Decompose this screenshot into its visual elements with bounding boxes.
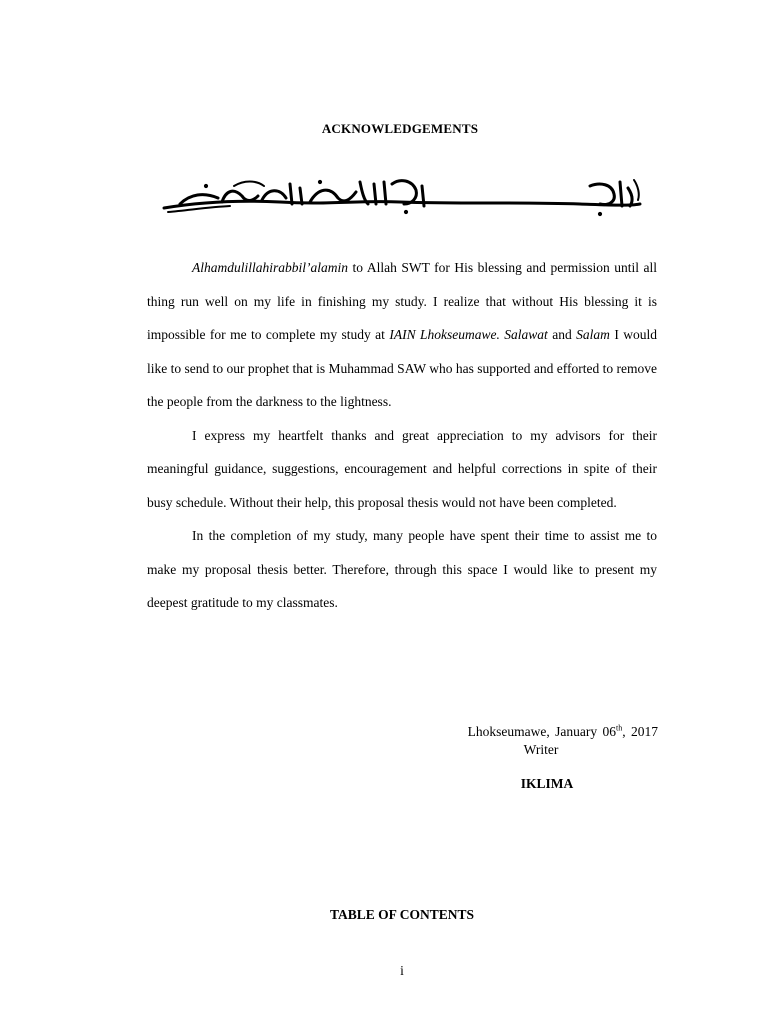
acknowledgement-body bbox=[147, 251, 657, 620]
paragraph-advisors: I express my heartfelt thanks and great appreciation to my advisors for their meaningful guidance, suggestions, encouragement and helpful corrections in spite of their busy schedule. Without their help, this proposal thesis would not have been completed. bbox=[147, 427, 657, 510]
italic-salam: Salam bbox=[576, 327, 610, 342]
page-title: ACKNOWLEDGEMENTS bbox=[321, 121, 479, 136]
conjunction-text: and bbox=[547, 327, 577, 342]
paragraph-text: to Allah SWT for His blessing and permission until all thing run well on my life in finishing my study. I realize that without His blessing it is impossible for me to complete my study at bbox=[147, 260, 657, 342]
page-number: i bbox=[400, 963, 404, 978]
table-of-contents-heading: TABLE OF CONTENTS bbox=[329, 907, 475, 922]
place-and-date bbox=[420, 722, 658, 742]
place-date-text: Lhokseumawe, January 06 bbox=[467, 724, 617, 739]
date-year: , 2017 bbox=[622, 724, 658, 739]
paragraph-text: I would like to send to our prophet that is Muhammad SAW who has supported and efforted to remove the people from the darkness to the lightness. bbox=[147, 327, 657, 409]
signature-block bbox=[420, 722, 658, 792]
italic-salawat: Salawat bbox=[504, 327, 548, 342]
author-name: IKLIMA bbox=[520, 776, 574, 791]
basmala-calligraphy-icon bbox=[160, 176, 644, 218]
italic-institution: IAIN Lhokseumawe. bbox=[389, 327, 500, 342]
paragraph-gratitude-allah bbox=[147, 251, 657, 419]
writer-role: Writer bbox=[523, 742, 559, 757]
paragraph-classmates: In the completion of my study, many people have spent their time to assist me to make my proposal thesis better. Therefore, through this space I would like to present my deepest gratitude to my classmates. bbox=[147, 528, 657, 610]
italic-alhamdulillah: Alhamdulillahirabbil’alamin bbox=[192, 260, 349, 275]
date-ordinal: th bbox=[616, 723, 623, 733]
